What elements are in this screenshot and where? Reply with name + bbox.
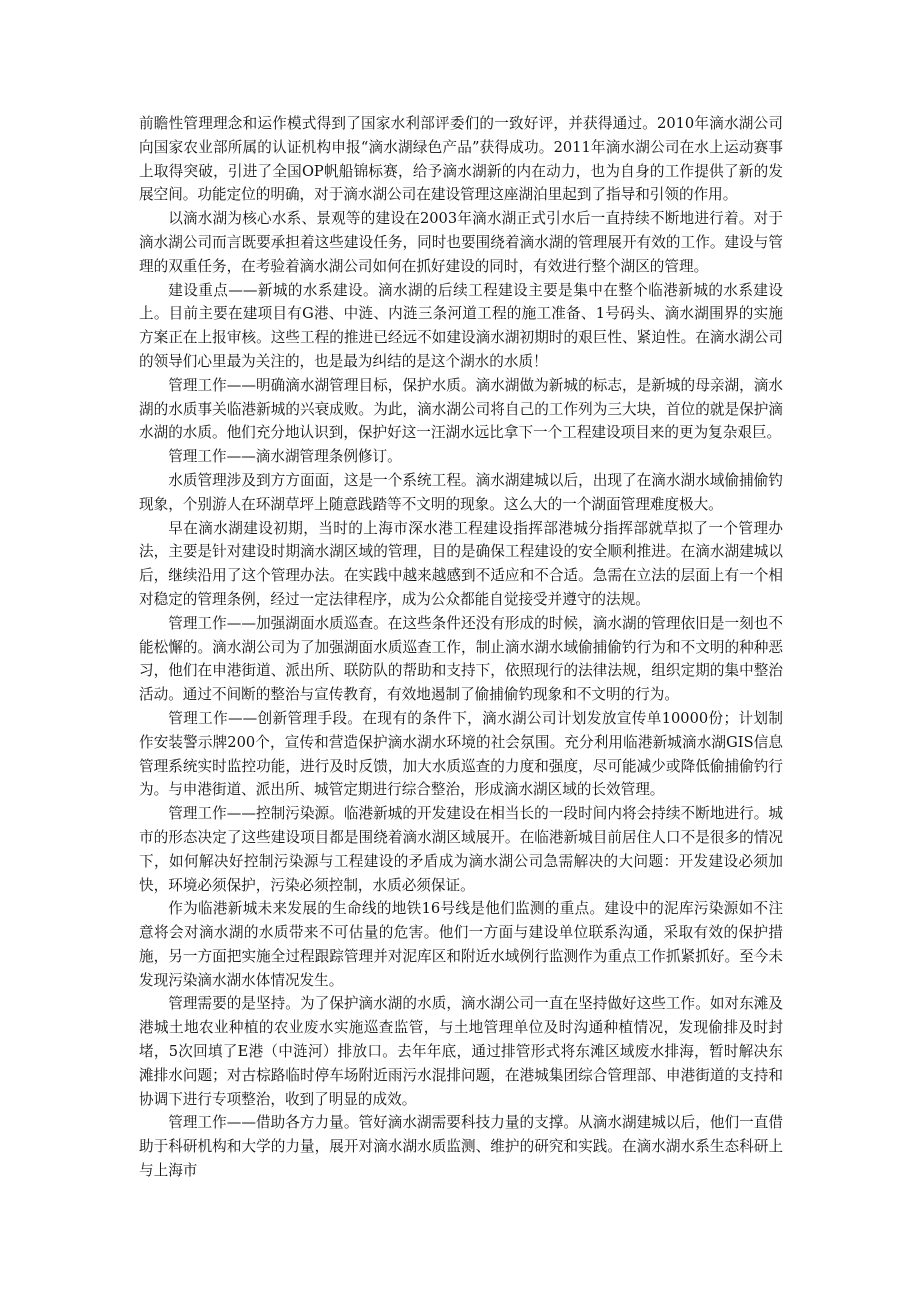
paragraph: 管理工作——明确滴水湖管理目标，保护水质。滴水湖做为新城的标志，是新城的母亲湖，滴水湖的水质事关临港新城的兴衰成败。为此，滴水湖公司将自己的工作列为三大块，首位的就是保护滴水湖的水质。他们充分地认识到，保护好这一汪湖水远比拿下一个工程建设项目来的更为复杂艰巨。 [139, 376, 783, 442]
paragraph: 管理工作——滴水湖管理条例修订。 [168, 448, 402, 466]
paragraph: 以滴水湖为核心水系、景观等的建设在2003年滴水湖正式引水后一直持续不断地进行着。对于滴水湖公司而言既要承担着这些建设任务，同时也要围绕着滴水湖的管理展开有效的工作。建设与管理的双重任务，在考验着滴水湖公司如何在抓好建设的同时，有效进行整个湖区的管理。 [139, 210, 783, 275]
paragraph: 建设重点——新城的水系建设。滴水湖的后续工程建设主要是集中在整个临港新城的水系建设上。目前主要在建项目有G港、中涟、内涟三条河道工程的施工准备、1号码头、滴水湖围界的实施方案正在上报审核。这些工程的推进已经远不如建设滴水湖初期时的艰巨性、紧迫性。在滴水湖公司的领导们心里最为关注的，也是最为纠结的是这个湖水的水质！ [139, 281, 783, 370]
paragraph: 前瞻性管理理念和运作模式得到了国家水利部评委们的一致好评，并获得通过。2010年滴水湖公司向国家农业部所属的认证机构申报“滴水湖绿色产品”获得成功。2011年滴水湖公司在水上运动赛事上取得突破，引进了全国OP帆船锦标赛，给予滴水湖新的内在动力，也为自身的工作提供了新的发展空间。功能定位的明确，对于滴水湖公司在建设管理这座湖泊里起到了指导和引领的作用。 [139, 115, 783, 204]
paragraph: 水质管理涉及到方方面面，这是一个系统工程。滴水湖建城以后，出现了在滴水湖水域偷捕偷钓现象，个别游人在环湖草坪上随意践踏等不文明的现象。这么大的一个湖面管理难度极大。 [139, 471, 783, 513]
paragraph: 作为临港新城未来发展的生命线的地铁16号线是他们监测的重点。建设中的泥库污染源如不注意将会对滴水湖的水质带来不可估量的危害。他们一方面与建设单位联系沟通，采取有效的保护措施，另一方面把实施全过程跟踪管理并对泥库区和附近水域例行监测作为重点工作抓紧抓好。至今未发现污染滴水湖水体情况发生。 [139, 900, 783, 989]
document-body [139, 112, 783, 1183]
paragraph: 早在滴水湖建设初期，当时的上海市深水港工程建设指挥部港城分指挥部就草拟了一个管理办法，主要是针对建设时期滴水湖区域的管理，目的是确保工程建设的安全顺利推进。在滴水湖建城以后，继续沿用了这个管理办法。在实践中越来越感到不适应和不合适。急需在立法的层面上有一个相对稳定的管理条例，经过一定法律程序，成为公众都能自觉接受并遵守的法规。 [139, 519, 783, 608]
paragraph: 管理工作——借助各方力量。管好滴水湖需要科技力量的支撑。从滴水湖建城以后，他们一直借助于科研机构和大学的力量，展开对滴水湖水质监测、维护的研究和实践。在滴水湖水系生态科研上与上海市 [139, 1114, 783, 1180]
paragraph: 管理工作——控制污染源。临港新城的开发建设在相当长的一段时间内将会持续不断地进行。城市的形态决定了这些建设项目都是围绕着滴水湖区域展开。在临港新城目前居住人口不是很多的情况下，如何解决好控制污染源与工程建设的矛盾成为滴水湖公司急需解决的大问题：开发建设必须加快，环境必须保护，污染必须控制，水质必须保证。 [139, 805, 783, 894]
paragraph: 管理工作——创新管理手段。在现有的条件下，滴水湖公司计划发放宣传单10000份；计划制作安装警示牌200个，宣传和营造保护滴水湖水环境的社会氛围。充分利用临港新城滴水湖GIS信息管理系统实时监控功能，进行及时反馈，加大水质巡查的力度和强度，尽可能减少或降低偷捕偷钓行为。与申港街道、派出所、城管定期进行综合整治，形成滴水湖区域的长效管理。 [139, 709, 783, 799]
paragraph: 管理工作——加强湖面水质巡查。在这些条件还没有形成的时候，滴水湖的管理依旧是一刻也不能松懈的。滴水湖公司为了加强湖面水质巡查工作，制止滴水湖水域偷捕偷钓行为和不文明的种种恶习，他们在申港街道、派出所、联防队的帮助和支持下，依照现行的法律法规，组织定期的集中整治活动。通过不间断的整治与宣传教育，有效地遏制了偷捕偷钓现象和不文明的行为。 [139, 614, 783, 704]
paragraph: 管理需要的是坚持。为了保护滴水湖的水质，滴水湖公司一直在坚持做好这些工作。如对东滩及港城土地农业种植的农业废水实施巡查监管，与土地管理单位及时沟通种植情况，发现偷排及时封堵，5次回填了E港（中涟河）排放口。去年年底，通过排管形式将东滩区域废水排海，暂时解决东滩排水问题；对古棕路临时停车场附近雨污水混排问题，在港城集团综合管理部、申港街道的支持和协调下进行专项整治，收到了明显的成效。 [139, 995, 783, 1108]
